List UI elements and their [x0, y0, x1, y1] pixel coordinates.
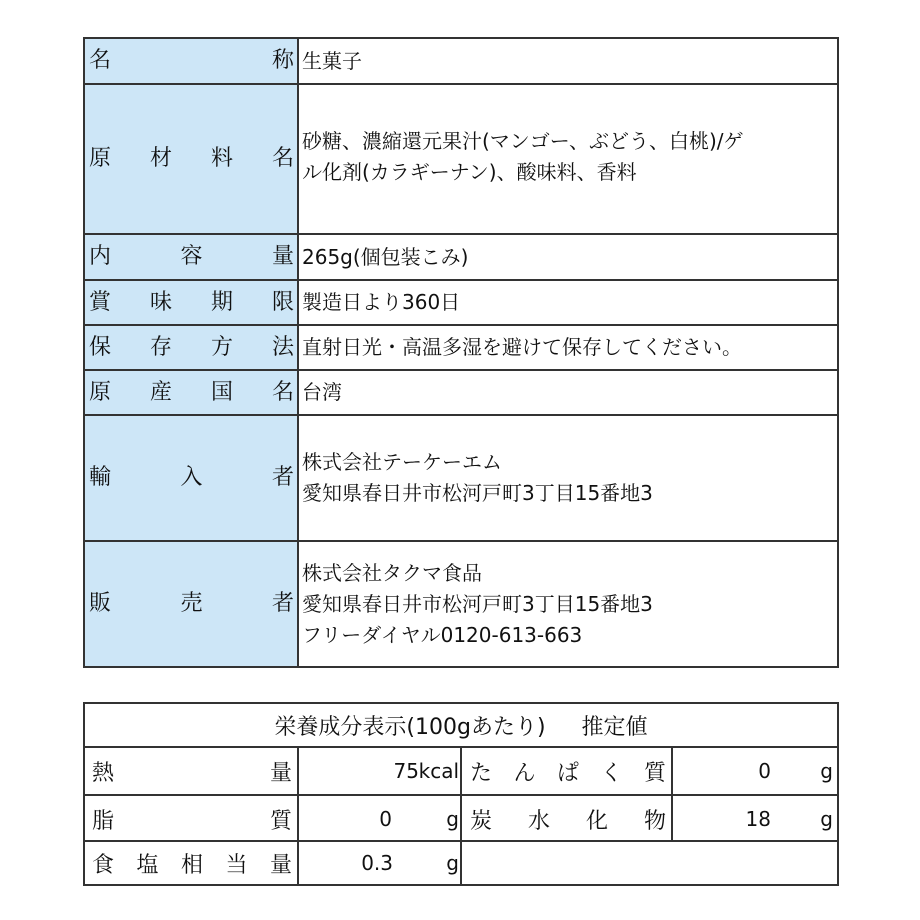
- label-char: 容: [180, 244, 203, 269]
- label-char: 食: [92, 852, 115, 878]
- label-char: 脂: [92, 808, 115, 834]
- label-char: 量: [269, 760, 292, 786]
- value-line: 株式会社タクマ食品: [302, 560, 482, 585]
- label-char: 限: [271, 289, 294, 315]
- table-border: [837, 702, 839, 886]
- value-cell-importer: [298, 415, 838, 541]
- salt-value: 0.3: [361, 851, 393, 875]
- label-char: 期: [210, 289, 233, 315]
- nutrition-header: [84, 704, 838, 746]
- table-border: [83, 37, 839, 39]
- label-char: た: [470, 760, 493, 786]
- label-char: 当: [225, 852, 248, 878]
- value-cell-name: [298, 38, 838, 84]
- label-char: 名: [271, 146, 294, 171]
- label-char: 原: [89, 146, 112, 171]
- protein-label-cell: [462, 748, 672, 794]
- label-char: 保: [89, 334, 112, 360]
- label-char: 原: [89, 379, 112, 405]
- label-char: 賞: [89, 289, 112, 315]
- label-cell-seller: [84, 541, 298, 667]
- protein-unit: g: [820, 759, 833, 783]
- energy-label: [92, 756, 292, 787]
- label-char: 量: [269, 852, 292, 878]
- value-cell-storage: [298, 325, 838, 370]
- value-cell-best-before: [298, 280, 838, 325]
- label-text: [89, 148, 294, 170]
- label-char: ん: [513, 760, 536, 786]
- label-char: 水: [527, 808, 550, 834]
- value-text: 生菓子: [302, 48, 362, 73]
- label-char: 名: [89, 48, 112, 73]
- label-char: 質: [269, 808, 292, 834]
- label-cell-best-before: [84, 280, 298, 325]
- value-cell-ingredients: [298, 84, 838, 234]
- salt-label-cell: [84, 842, 298, 884]
- table-border: [297, 746, 299, 886]
- table-border: [83, 702, 839, 704]
- table-border: [460, 746, 462, 886]
- table-border: [83, 233, 839, 235]
- energy-label-cell: [84, 748, 298, 794]
- table-border: [83, 83, 839, 85]
- carbohydrate-label-cell: [462, 796, 672, 842]
- label-char: 名: [271, 379, 294, 405]
- table-border: [671, 746, 673, 842]
- label-char: 販: [89, 591, 112, 616]
- label-char: 炭: [470, 808, 493, 834]
- value-text: 台湾: [302, 380, 342, 404]
- label-char: 称: [271, 48, 294, 73]
- label-char: 者: [271, 591, 294, 616]
- label-text: [89, 379, 294, 405]
- table-border: [83, 37, 85, 668]
- label-char: 国: [210, 379, 233, 405]
- value-cell-content-volume: [298, 234, 838, 280]
- value-line: 砂糖、濃縮還元果汁(マンゴー、ぶどう、白桃)/ゲ: [302, 129, 744, 153]
- value-text: 直射日光・高温多湿を避けて保存してください。: [302, 335, 742, 359]
- value-line: 株式会社テーケーエム: [302, 450, 502, 474]
- label-char: 塩: [136, 852, 159, 878]
- label-cell-storage: [84, 325, 298, 370]
- label-text: [89, 50, 294, 72]
- label-char: 入: [180, 465, 203, 490]
- label-cell-ingredients: [84, 84, 298, 234]
- fat-unit: g: [446, 807, 459, 831]
- value-line: 愛知県春日井市松河戸町3丁目15番地3: [302, 591, 653, 616]
- label-text: [89, 593, 294, 615]
- label-cell-content-volume: [84, 234, 298, 280]
- protein-label: [470, 756, 666, 787]
- table-border: [83, 369, 839, 371]
- fat-label-cell: [84, 796, 298, 842]
- table-border: [83, 414, 839, 416]
- label-char: 存: [149, 334, 172, 360]
- label-char: 熱: [92, 760, 115, 786]
- label-char: 物: [643, 808, 666, 834]
- carbohydrate-value: 18: [745, 807, 771, 831]
- nutrition-header-title: 栄養成分表示(100gあたり): [274, 714, 546, 740]
- table-border: [837, 37, 839, 668]
- label-char: 化: [585, 808, 608, 834]
- label-char: 輸: [89, 465, 112, 490]
- carbohydrate-label: [470, 804, 666, 835]
- table-border: [83, 666, 839, 668]
- label-char: 売: [180, 591, 203, 616]
- label-text: [89, 246, 294, 268]
- protein-value: 0: [758, 759, 771, 783]
- table-border: [83, 324, 839, 326]
- label-char: く: [600, 760, 623, 786]
- value-text: 製造日より360日: [302, 290, 461, 314]
- value-line: 愛知県春日井市松河戸町3丁目15番地3: [302, 481, 653, 505]
- label-char: 法: [271, 334, 294, 360]
- label-char: 者: [271, 465, 294, 490]
- value-text: 265g(個包装こみ): [302, 244, 469, 269]
- value-cell-origin: [298, 370, 838, 415]
- value-line: フリーダイヤル0120-613-663: [302, 622, 583, 647]
- energy-value: 75: [393, 759, 419, 783]
- carbohydrate-unit: g: [820, 807, 833, 831]
- salt-label: [92, 848, 292, 879]
- table-border: [83, 279, 839, 281]
- label-char: 内: [89, 244, 112, 269]
- label-char: 質: [643, 760, 666, 786]
- fat-value: 0: [379, 807, 392, 831]
- label-char: ぱ: [556, 760, 579, 786]
- label-char: 料: [210, 146, 233, 171]
- value-cell-seller: [298, 541, 838, 667]
- table-border: [297, 37, 299, 668]
- label-text: [89, 289, 294, 315]
- energy-unit: kcal: [418, 759, 459, 783]
- salt-unit: g: [446, 851, 459, 875]
- label-char: 方: [210, 334, 233, 360]
- label-cell-origin: [84, 370, 298, 415]
- label-char: 材: [149, 146, 172, 171]
- label-char: 産: [149, 379, 172, 405]
- label-cell-importer: [84, 415, 298, 541]
- nutrition-header-note: 推定値: [581, 714, 648, 740]
- table-border: [83, 540, 839, 542]
- label-char: 相: [180, 852, 203, 878]
- label-char: 量: [271, 244, 294, 269]
- label-text: [89, 467, 294, 489]
- value-line: ル化剤(カラギーナン)、酸味料、香料: [302, 160, 637, 184]
- fat-label: [92, 804, 292, 835]
- label-char: 味: [149, 289, 172, 315]
- label-cell-name: [84, 38, 298, 84]
- table-border: [83, 702, 85, 886]
- label-text: [89, 334, 294, 360]
